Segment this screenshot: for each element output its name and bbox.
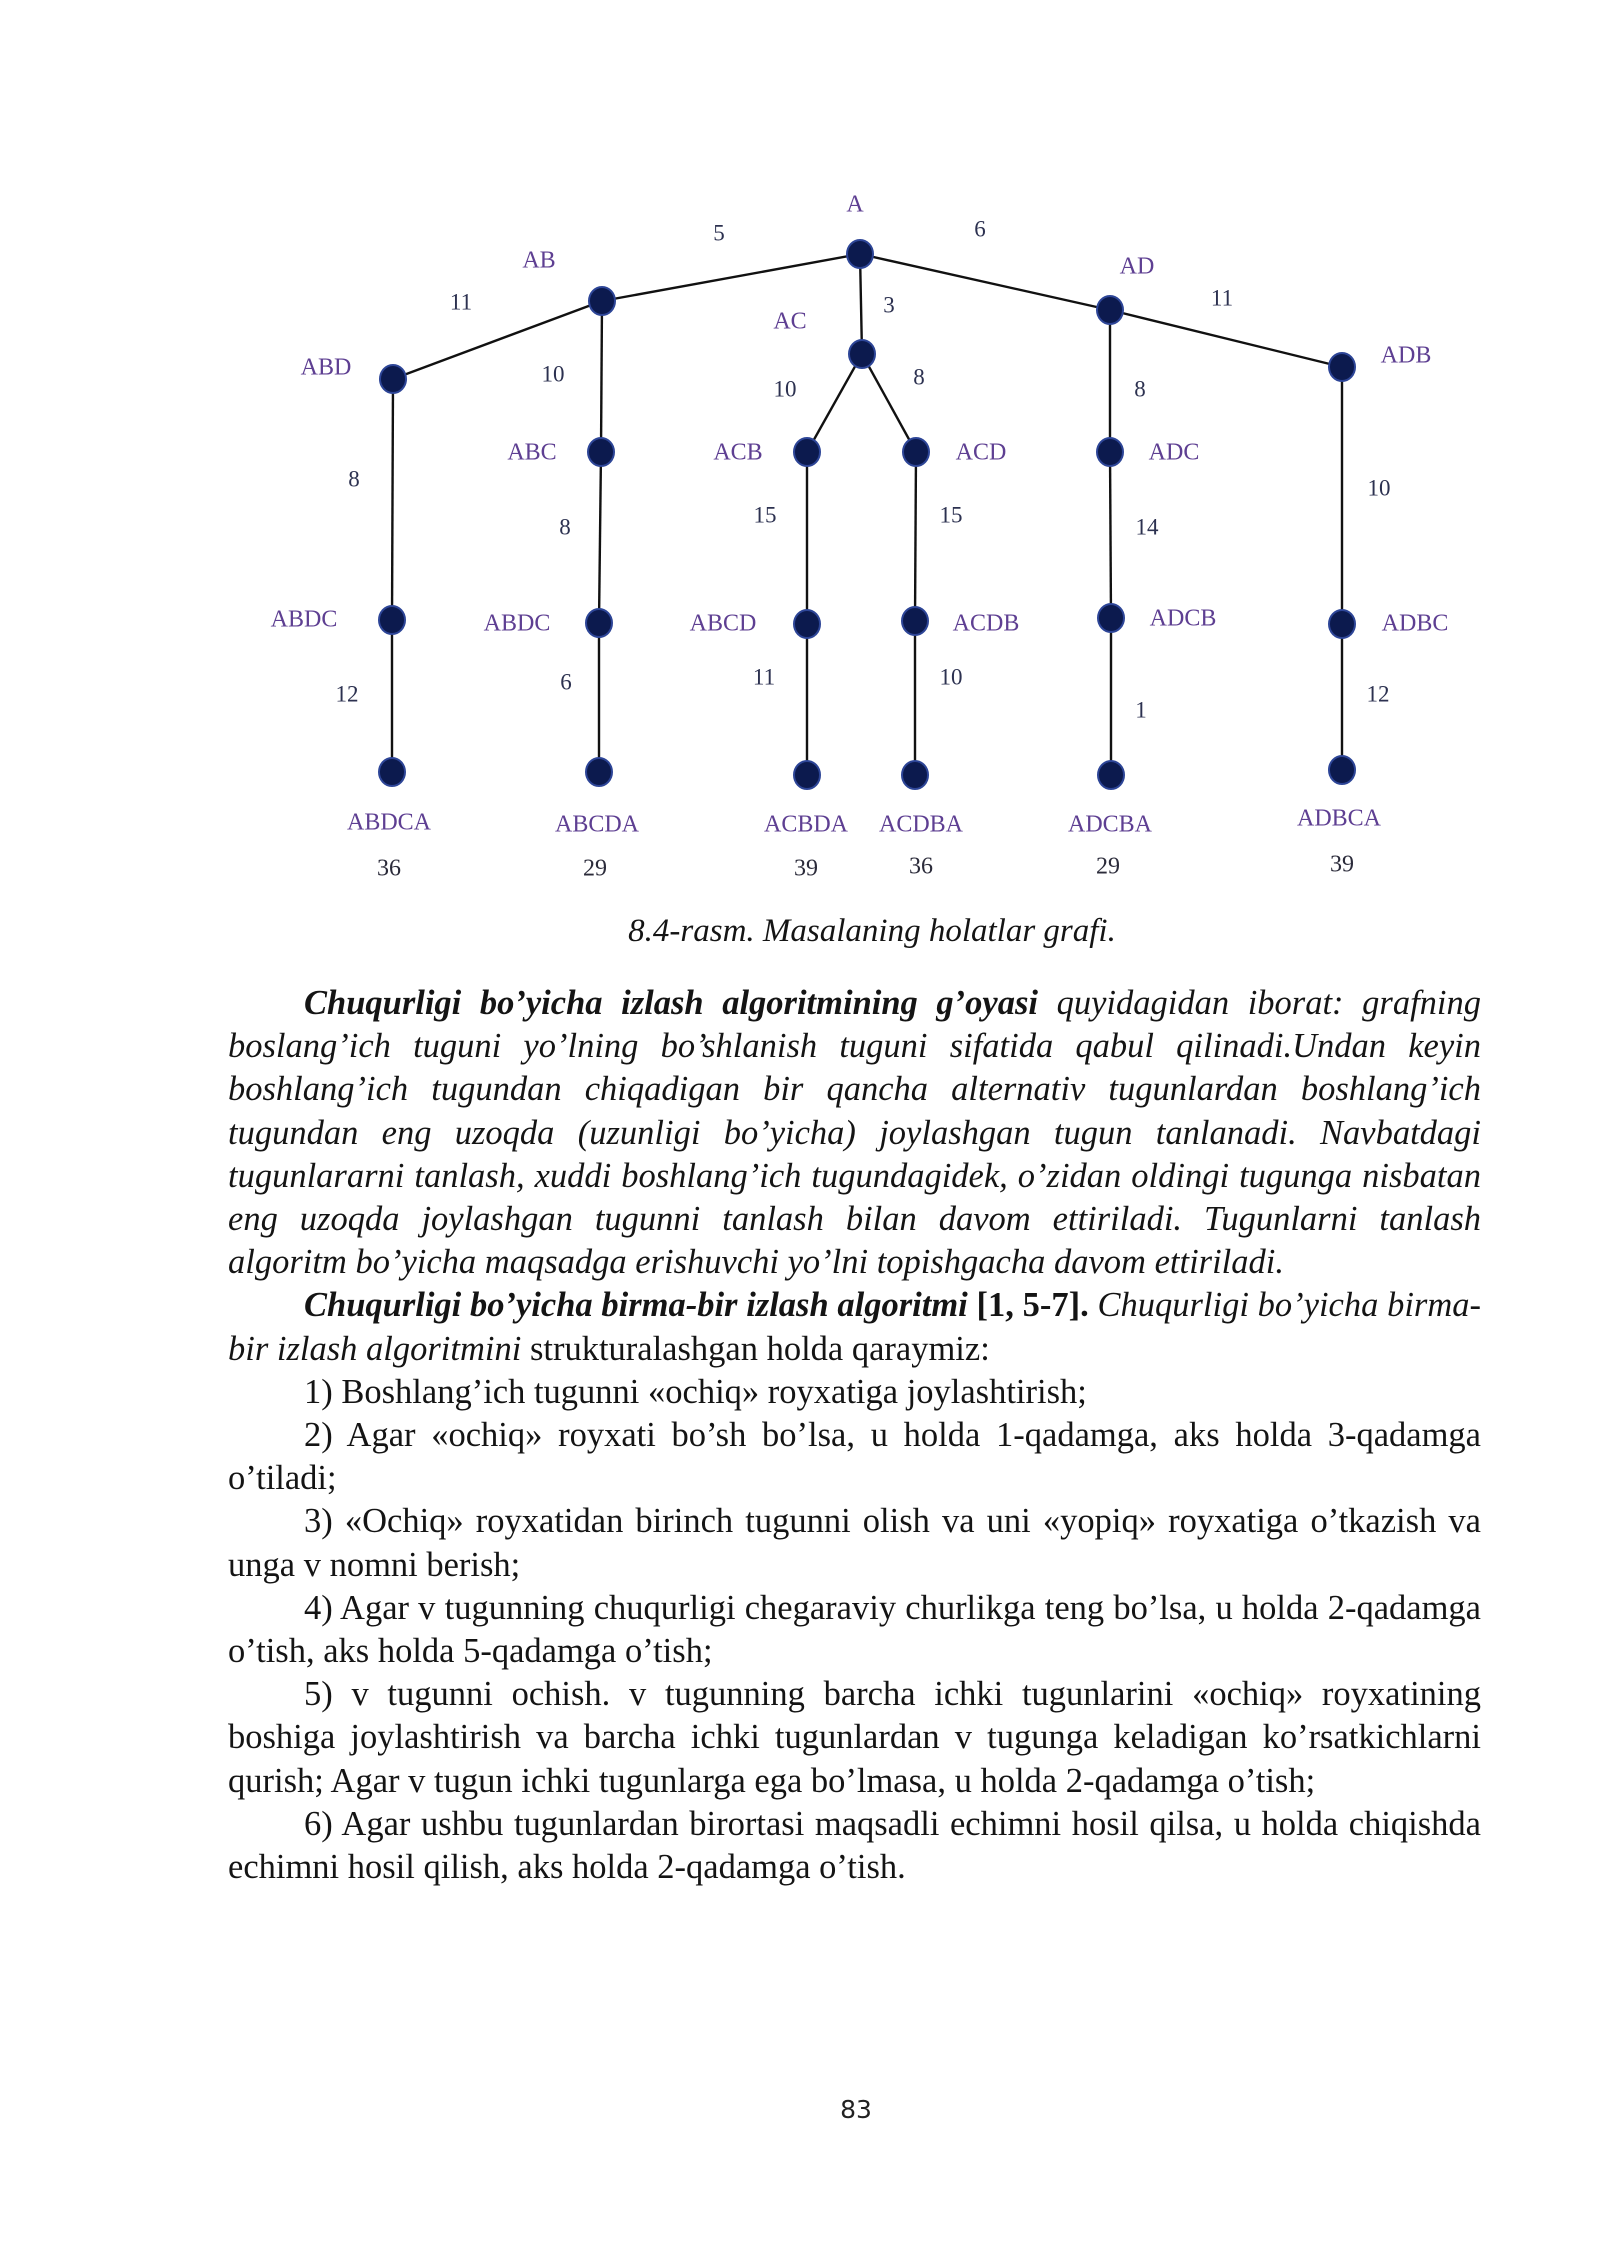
total-abcda: 29 — [583, 855, 607, 882]
step-item: 4) Agar v tugunning chuqurligi chegaraviy churlikga teng bo’lsa, u holda 2-qadamga o’tish, aks holda 5-qadamga o’tish; — [228, 1588, 1481, 1671]
node-label-abc: ABC — [507, 439, 557, 466]
body-text — [228, 982, 1481, 1889]
path-totals — [377, 852, 1354, 882]
weight-abc-abdc: 8 — [559, 514, 571, 540]
weight-adbc-adbca: 12 — [1366, 681, 1390, 707]
paragraph-algorithm — [228, 1284, 1481, 1370]
node-adcb — [1098, 604, 1124, 632]
step-item: 6) Agar ushbu tugunlardan birortasi maqsadli echimni hosil qilsa, u holda chiqishda echimni hosil qilish, aks holda 2-qadamga o’tish. — [228, 1804, 1481, 1887]
paragraph-idea — [228, 982, 1481, 1284]
graph-edges — [392, 254, 1342, 775]
step-item: 2) Agar «ochiq» royxati bo’sh bo’lsa, u holda 1-qadamga, aks holda 3-qadamga o’tiladi; — [228, 1416, 1481, 1498]
node-acdb — [902, 607, 928, 635]
edge-abc-abdc — [599, 452, 601, 623]
node-acd — [903, 438, 929, 466]
node-abdc-1 — [379, 606, 405, 634]
weight-adb-adbc: 10 — [1367, 475, 1391, 501]
weight-ac-acb: 10 — [773, 376, 797, 402]
weight-acdb-acdba: 10 — [939, 664, 963, 690]
node-adcba — [1098, 761, 1124, 789]
weight-abd-abdc: 8 — [348, 466, 360, 492]
node-abdc-2 — [586, 609, 612, 637]
node-label-acdba: ACDBA — [878, 811, 964, 838]
total-abdca: 36 — [377, 855, 401, 882]
node-acbda — [794, 761, 820, 789]
edge-abd-abdc — [392, 379, 393, 620]
node-ac — [849, 340, 875, 368]
node-adb — [1329, 353, 1355, 381]
paragraph-algorithm-text: strukturalashgan holda qaraymiz: — [521, 1329, 990, 1368]
node-adbc — [1329, 610, 1355, 638]
node-label-ad: AD — [1119, 253, 1155, 280]
graph-nodes — [379, 240, 1355, 789]
node-label-abdca: ABDCA — [346, 809, 432, 836]
weight-adcb-adcba: 1 — [1135, 697, 1147, 723]
weight-a-ac: 3 — [883, 292, 895, 318]
node-label-acd: ACD — [955, 439, 1007, 466]
total-adbca: 39 — [1330, 851, 1354, 878]
node-adc — [1097, 438, 1123, 466]
node-label-a: A — [846, 191, 864, 218]
node-label-abcd: ABCD — [689, 610, 757, 637]
total-acdba: 36 — [909, 853, 933, 880]
node-a — [847, 240, 873, 268]
step-item: 1) Boshlang’ich tugunni «ochiq» royxatiga joylashtirish; — [304, 1372, 1087, 1411]
weight-ad-adb: 11 — [1210, 285, 1234, 311]
node-ad — [1097, 296, 1123, 324]
edge-acd-acdb — [915, 452, 916, 621]
weight-ad-adc: 8 — [1134, 376, 1146, 402]
step-item: 3) «Ochiq» royxatidan birinch tugunni olish va uni «yopiq» royxatiga o’tkazish va unga v nomni berish; — [228, 1502, 1481, 1584]
paragraph-algorithm-reference: [1, 5-7]. — [967, 1286, 1089, 1325]
node-abdca — [379, 758, 405, 786]
node-abd — [380, 365, 406, 393]
edge-a-ab — [602, 254, 860, 301]
node-adbca — [1329, 756, 1355, 784]
weight-a-ad: 6 — [974, 216, 986, 242]
node-label-acdb: ACDB — [952, 610, 1020, 637]
node-label-ac: AC — [773, 308, 807, 335]
total-acbda: 39 — [794, 855, 818, 882]
node-acb — [794, 438, 820, 466]
node-abc — [588, 438, 614, 466]
node-label-acb: ACB — [713, 439, 763, 466]
figure-caption: 8.4-rasm. Masalaning holatlar grafi. — [628, 913, 1116, 949]
edge-ab-abd — [393, 301, 602, 379]
edge-ac-acb — [807, 354, 862, 452]
node-label-adcb: ADCB — [1149, 605, 1217, 632]
weight-ac-acd: 8 — [913, 364, 925, 390]
node-ab — [589, 287, 615, 315]
edge-a-ac — [860, 254, 862, 354]
weight-a-ab: 5 — [713, 220, 725, 246]
edge-a-ad — [860, 254, 1110, 310]
step-item: 5) v tugunni ochish. v tugunning barcha ichki tugunlarini «ochiq» royxatining boshiga joylashtirish va barcha ichki tugunlardan v tugunga keladigan ko’rsatkichlarni qurish; Agar v tugun ichki tugunlarga ega bo’lmasa, u holda 2-qadamga o’tish; — [228, 1675, 1481, 1800]
edge-adc-adcb — [1110, 452, 1111, 618]
weight-abdc-abdca: 12 — [335, 681, 359, 707]
node-abcd — [794, 610, 820, 638]
edge-ab-abc — [601, 301, 602, 452]
node-label-abdc-2: ABDC — [483, 610, 551, 637]
node-acdba — [902, 761, 928, 789]
weight-ab-abd: 11 — [449, 289, 473, 315]
node-abcda — [586, 758, 612, 786]
edge-ac-acd — [862, 354, 916, 452]
node-label-abcda: ABCDA — [554, 811, 640, 838]
weight-acd-acdb: 15 — [939, 502, 963, 528]
paragraph-idea-lead: Chuqurligi bo’yicha izlash algoritmining g’oyasi — [304, 984, 1038, 1022]
state-graph-figure — [0, 0, 1600, 900]
weight-ab-abc: 10 — [541, 361, 565, 387]
total-adcba: 29 — [1096, 853, 1120, 880]
weight-abdc-abcda: 6 — [560, 669, 572, 695]
edge-ad-adb — [1110, 310, 1342, 367]
weight-adc-adcb: 14 — [1135, 514, 1159, 540]
node-label-abdc-1: ABDC — [270, 606, 338, 633]
weight-abcd-acbda: 11 — [752, 664, 776, 690]
weight-acb-abcd: 15 — [753, 502, 777, 528]
node-label-abd: ABD — [300, 354, 352, 381]
page-number: 83 — [840, 2095, 872, 2124]
paragraph-algorithm-italic: Chuqurligi bo’yicha birma-bir izlash algoritmini — [228, 1286, 1481, 1368]
node-label-acbda: ACBDA — [763, 811, 849, 838]
node-label-ab: AB — [522, 247, 556, 274]
edge-weights — [336, 216, 1391, 722]
node-label-adbc: ADBC — [1381, 610, 1449, 637]
paragraph-algorithm-lead: Chuqurligi bo’yicha birma-bir izlash algoritmi — [304, 1286, 968, 1325]
node-label-adbca: ADBCA — [1296, 805, 1382, 832]
paragraph-idea-text: quyidagidan iborat: grafning boslang’ich tuguni yo’lning bo’shlanish tuguni sifatida qabul qilinadi.Undan keyin boshlang’ich tugundan chiqadigan bir qancha alternativ tugunlardan boshlang’ich tugundan eng uzoqda (uzunligi bo’yicha) joylashgan tugun tanlanadi. Navbatdagi tugunlararni tanlash, xuddi boshlang’ich tugundagidek, o’zidan oldingi tugunga nisbatan eng uzoqda joylashgan tugunni tanlash bilan davom ettiriladi. Tugunlarni tanlash algoritm bo’yicha maqsadga erishuvchi yo’lni topishgacha davom ettiriladi. — [228, 984, 1481, 1282]
node-label-adc: ADC — [1148, 439, 1200, 466]
node-label-adb: ADB — [1380, 342, 1432, 369]
node-label-adcba: ADCBA — [1067, 811, 1153, 838]
